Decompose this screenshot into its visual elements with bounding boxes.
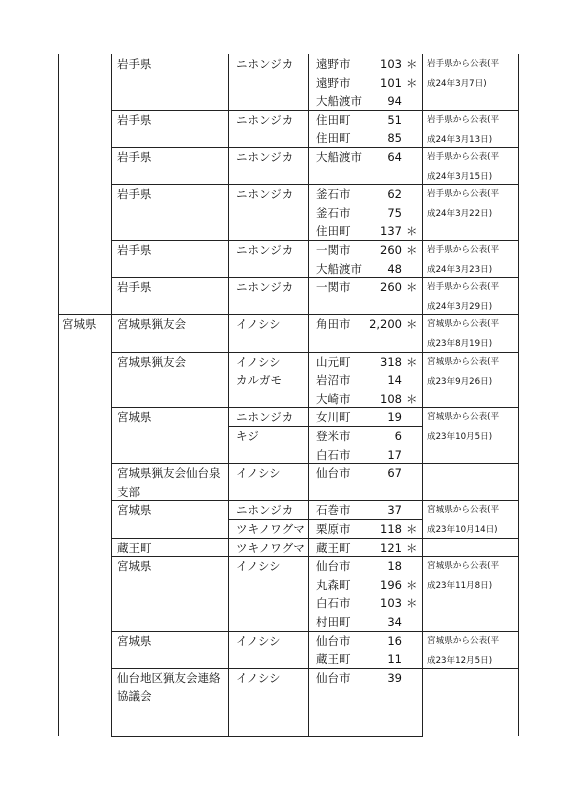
count-value: 121 [380,540,402,555]
asterisk-mark: ＊ [406,522,418,536]
species-cell: ニホンジカ [236,57,294,71]
species-cell: ニホンジカ [236,150,294,164]
species-cell: キジ [236,429,259,443]
species-cell: イノシシ [236,466,281,481]
count-value: 103 [380,57,402,71]
species-cell: ニホンジカ [236,112,294,127]
location-name: 仙台市 [316,633,351,648]
count-value: 34 [387,615,402,629]
species-cell: ニホンジカ [236,280,294,295]
count-value: 39 [387,670,402,685]
asterisk-mark: ＊ [406,280,418,295]
location-name: 仙台市 [316,466,351,481]
species-cell: ニホンジカ [236,503,294,518]
species-cell: ツキノワグマ [236,540,305,555]
location-name: 一関市 [316,243,351,257]
reporter-cell: 岩手県 [117,280,152,295]
location-name: 山元町 [316,354,351,369]
location-name: 大船渡市 [316,150,362,164]
location-name: 岩沼市 [316,373,351,388]
source-note: 成24年3月15日) [427,172,493,182]
species-cell: イノシシ [236,670,281,685]
asterisk-mark: ＊ [406,540,418,555]
source-note: 成23年10月5日) [427,432,493,443]
column-divider [308,54,309,736]
source-note: 成23年10月14日) [427,525,498,536]
location-name: 釜石市 [316,187,351,202]
location-name: 白石市 [316,447,351,462]
row-separator [111,500,519,501]
reporter-cell: 岩手県 [117,57,152,71]
location-name: 大船渡市 [316,261,362,276]
count-value: 16 [387,633,402,648]
count-value: 196 [380,577,402,592]
source-note: 宮城県から公表(平 [427,635,500,646]
location-name: 丸森町 [316,577,351,592]
reporter-cell-cont: 協議会 [117,689,152,704]
location-name: 遠野市 [316,57,351,71]
source-note: 成24年3月22日) [427,209,493,220]
reporter-cell: 宮城県猟友会 [117,354,186,369]
row-separator [111,407,519,408]
row-separator [111,538,519,539]
count-value: 11 [387,652,402,667]
species-cell: ツキノワグマ [236,522,305,536]
location-name: 登米市 [316,429,351,443]
location-name: 栗原市 [316,522,351,536]
reporter-cell: 蔵王町 [117,540,152,555]
reporter-cell: 岩手県 [117,112,152,127]
count-value: 103 [380,596,402,611]
row-separator [111,631,519,632]
location-name: 村田町 [316,615,351,629]
reporter-cell: 岩手県 [117,187,152,202]
reporter-cell: 宮城県 [117,559,152,574]
count-value: 94 [387,94,402,109]
count-value: 6 [394,429,402,443]
count-value: 18 [387,559,402,574]
count-value: 260 [380,243,402,257]
source-note: 岩手県から公表(平 [427,59,500,69]
reporter-cell-cont: 支部 [117,484,140,499]
count-value: 118 [380,522,402,536]
count-value: 85 [387,131,402,146]
location-name: 角田市 [316,317,351,332]
row-separator [111,147,519,148]
table-border-left [58,54,59,736]
row-separator [58,314,519,315]
source-note: 岩手県から公表(平 [427,245,500,255]
count-value: 2,200 [369,317,402,332]
asterisk-mark: ＊ [406,317,418,332]
count-value: 101 [380,75,402,90]
source-note: 成24年3月13日) [427,134,493,145]
row-separator [111,110,519,111]
asterisk-mark: ＊ [406,577,418,592]
count-value: 260 [380,280,402,295]
location-name: 釜石市 [316,205,351,220]
species-cell: イノシシ [236,317,281,332]
row-separator [111,463,519,464]
count-value: 67 [387,466,402,481]
location-name: 蔵王町 [316,540,351,555]
location-name: 石巻市 [316,503,351,518]
species-cell: ニホンジカ [236,243,294,257]
location-name: 住田町 [316,112,351,127]
location-name: 仙台市 [316,670,351,685]
count-value: 75 [387,205,402,220]
reporter-cell: 宮城県 [117,410,152,425]
count-value: 64 [387,150,402,164]
asterisk-mark: ＊ [406,224,418,239]
reporter-cell: 仙台地区猟友会連絡 [117,670,221,685]
row-separator [111,184,519,185]
count-value: 318 [380,354,402,369]
count-value: 51 [387,112,402,127]
species-cell: カルガモ [236,373,282,388]
row-separator [111,240,519,241]
source-note: 宮城県から公表(平 [427,505,500,516]
location-name: 一関市 [316,280,351,295]
reporter-cell: 宮城県猟友会 [117,317,186,332]
count-value: 137 [380,224,402,239]
species-separator [228,519,423,520]
location-name: 住田町 [316,224,351,239]
asterisk-mark: ＊ [406,391,418,406]
row-separator [111,556,519,557]
asterisk-mark: ＊ [406,243,418,257]
table-border-right [518,54,519,736]
asterisk-mark: ＊ [406,354,418,369]
species-cell: イノシシ [236,633,281,648]
reporter-cell: 宮城県 [117,633,152,648]
reporter-cell: 宮城県 [117,503,152,518]
prefecture-cell: 宮城県 [62,317,97,332]
species-cell: ニホンジカ [236,410,294,425]
asterisk-mark: ＊ [406,75,418,90]
location-name: 白石市 [316,596,351,611]
species-cell: イノシシ [236,354,281,369]
source-note: 岩手県から公表(平 [427,189,500,200]
source-note: 宮城県から公表(平 [427,412,500,423]
location-name: 女川町 [316,410,351,425]
reporter-cell: 岩手県 [117,150,152,164]
count-value: 108 [380,391,402,406]
source-note: 宮城県から公表(平 [427,319,500,330]
asterisk-mark: ＊ [406,596,418,611]
count-value: 19 [387,410,402,425]
table-bottom [111,736,423,737]
species-cell: イノシシ [236,559,281,574]
source-note: 成23年8月19日) [427,339,493,350]
location-name: 大崎市 [316,391,351,406]
count-value: 62 [387,187,402,202]
source-note: 成23年12月5日) [427,655,493,666]
location-name: 遠野市 [316,75,351,90]
location-name: 仙台市 [316,559,351,574]
row-separator [111,277,519,278]
column-divider [111,54,112,736]
source-note: 成23年9月26日) [427,376,493,387]
column-divider [228,54,229,736]
reporter-cell: 岩手県 [117,243,152,257]
asterisk-mark: ＊ [406,57,418,71]
count-value: 48 [387,261,402,276]
species-separator [228,426,423,427]
row-separator [111,668,519,669]
column-divider [422,54,423,736]
count-value: 37 [387,503,402,518]
source-note: 岩手県から公表(平 [427,114,500,125]
count-value: 17 [387,447,402,462]
reporter-cell: 宮城県猟友会仙台泉 [117,466,221,481]
species-cell: ニホンジカ [236,187,294,202]
location-name: 住田町 [316,131,351,146]
source-note: 岩手県から公表(平 [427,152,500,162]
source-note: 成24年3月29日) [427,302,493,313]
source-note: 宮城県から公表(平 [427,356,500,367]
source-note: 成23年11月8日) [427,581,493,592]
source-note: 成24年3月7日) [427,79,487,89]
count-value: 14 [387,373,402,388]
location-name: 大船渡市 [316,94,362,109]
source-note: 宮城県から公表(平 [427,561,500,572]
row-separator [111,352,519,353]
location-name: 蔵王町 [316,652,351,667]
source-note: 岩手県から公表(平 [427,282,500,293]
source-note: 成24年3月23日) [427,265,493,275]
